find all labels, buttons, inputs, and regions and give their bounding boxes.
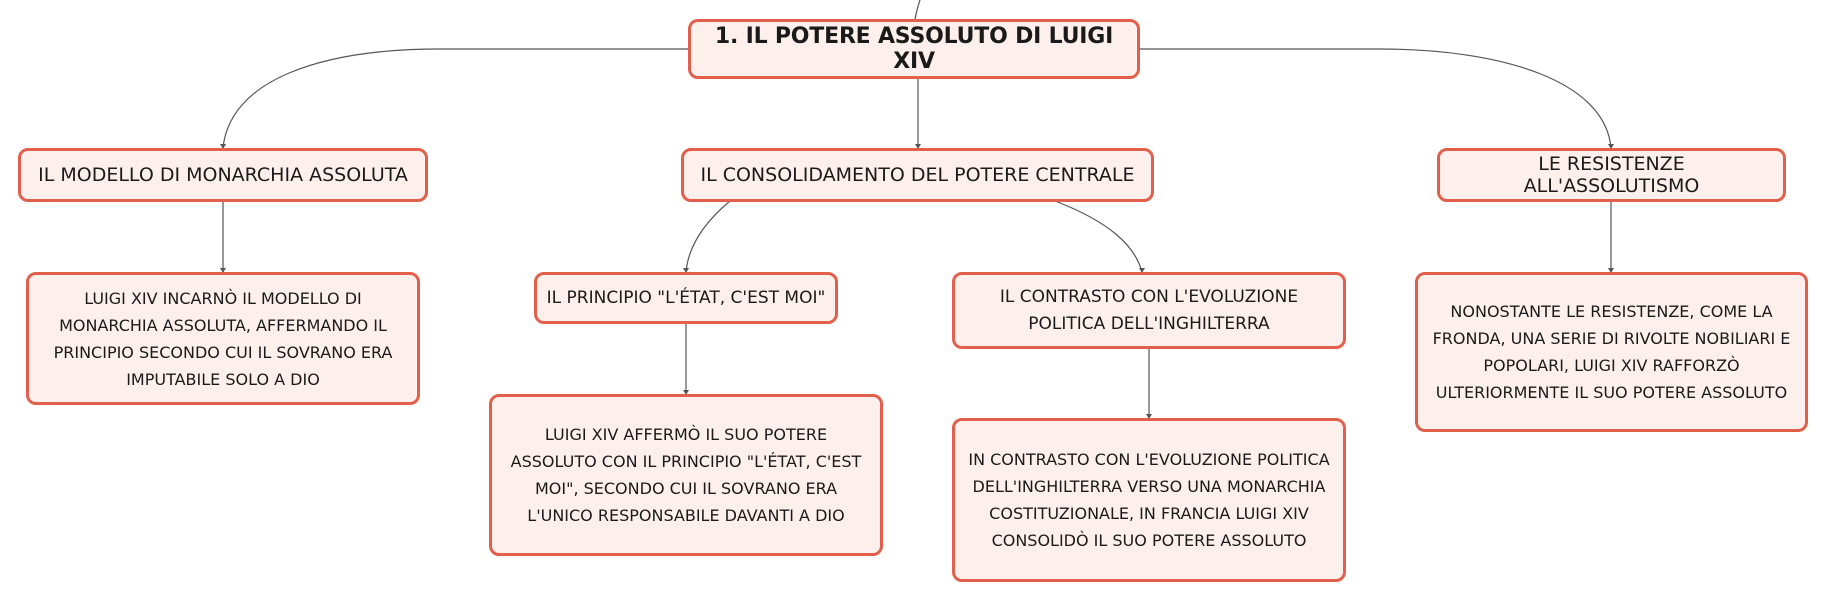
leaf-node-label: NONOSTANTE LE RESISTENZE, COME LA FRONDA, UNA SERIE DI RIVOLTE NOBILIARI E POPOLARI, LUIGI XIV RAFFORZÒ ULTERIORMENTE IL SUO POTERE ASSOLUTO	[1432, 302, 1791, 402]
leaf-node-etat-cest-moi[interactable]	[489, 394, 883, 556]
branch-node-label: IL MODELLO DI MONARCHIA ASSOLUTA	[38, 164, 408, 186]
sub-node-label: IL PRINCIPIO "L'ÉTAT, C'EST MOI"	[546, 287, 826, 308]
root-node-label: 1. IL POTERE ASSOLUTO DI LUIGI XIV	[714, 24, 1114, 74]
branch-node-consolidamento[interactable]	[681, 148, 1154, 202]
root-node[interactable]	[688, 19, 1140, 79]
leaf-node-contrasto-inghilterra[interactable]	[952, 418, 1346, 582]
branch-node-label: IL CONSOLIDAMENTO DEL POTERE CENTRALE	[700, 164, 1135, 186]
connector-branch-2-sub-2	[1055, 201, 1142, 272]
leaf-node-label: LUIGI XIV INCARNÒ IL MODELLO DI MONARCHIA ASSOLUTA, AFFERMANDO IL PRINCIPIO SECONDO CUI IL SOVRANO ERA IMPUTABILE SOLO A DIO	[53, 288, 393, 389]
sub-node-label: IL CONTRASTO CON L'EVOLUZIONE POLITICA DELL'INGHILTERRA	[999, 286, 1299, 334]
branch-node-label: LE RESISTENZE ALL'ASSOLUTISMO	[1523, 153, 1700, 197]
leaf-node-label: IN CONTRASTO CON L'EVOLUZIONE POLITICA DELL'INGHILTERRA VERSO UNA MONARCHIA COSTITUZIONALE, IN FRANCIA LUIGI XIV CONSOLIDÒ IL SUO POTERE ASSOLUTO	[968, 450, 1330, 550]
connector-root-incoming	[915, 0, 920, 20]
branch-node-monarchia-assoluta[interactable]	[18, 148, 428, 202]
leaf-node-label: LUIGI XIV AFFERMÒ IL SUO POTERE ASSOLUTO CON IL PRINCIPIO "L'ÉTAT, C'EST MOI", SECONDO CUI IL SOVRANO ERA L'UNICO RESPONSABILE DAVANTI A DIO	[510, 425, 862, 525]
connector-root-branch-3	[1138, 49, 1611, 148]
leaf-node-resistenze[interactable]	[1415, 272, 1808, 432]
sub-node-contrasto-inghilterra[interactable]	[952, 272, 1346, 349]
connector-root-branch-1	[223, 49, 690, 148]
sub-node-etat-cest-moi[interactable]	[534, 272, 838, 324]
leaf-node-monarchia-assoluta[interactable]	[26, 272, 420, 405]
connector-branch-2-sub-1	[686, 201, 730, 272]
branch-node-resistenze[interactable]	[1437, 148, 1786, 202]
